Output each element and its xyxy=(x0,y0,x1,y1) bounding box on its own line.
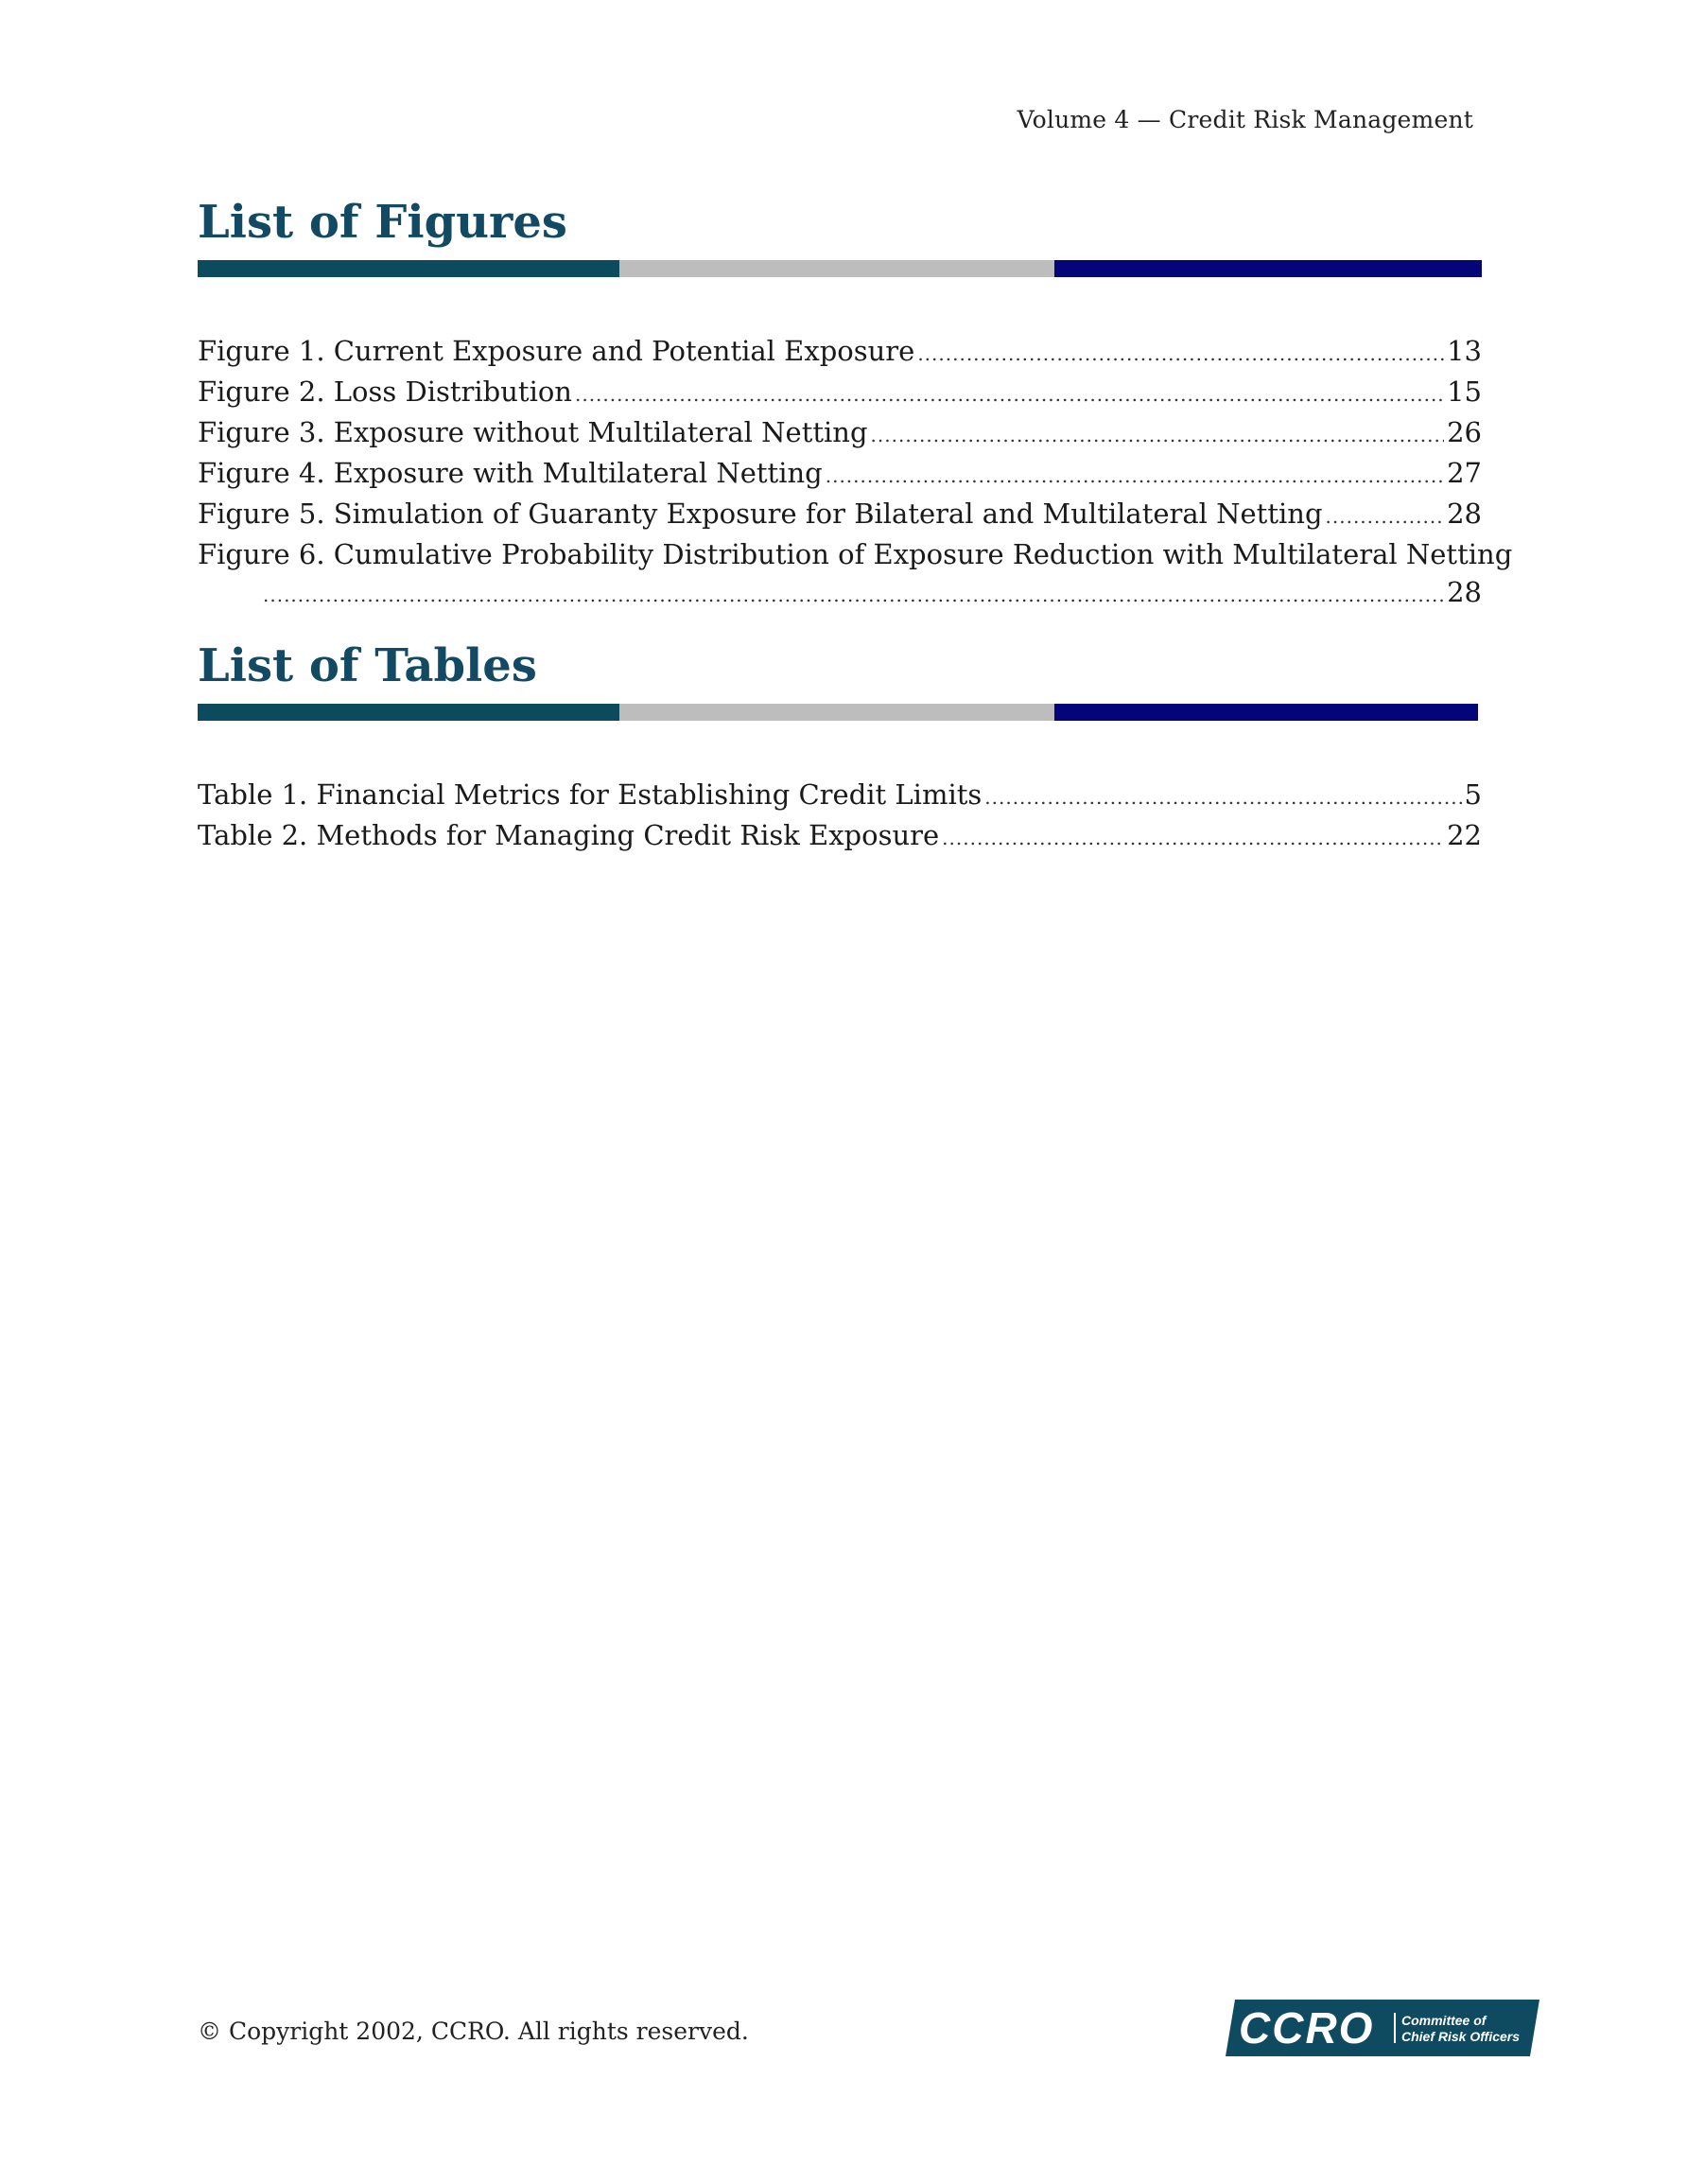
dot-leader xyxy=(1326,498,1445,535)
toc-entry-figure-2[interactable] xyxy=(198,373,1482,413)
logo-divider xyxy=(1394,2013,1396,2043)
dot-leader xyxy=(984,778,1461,816)
rule-segment-teal xyxy=(198,260,619,277)
running-header: Volume 4 — Credit Risk Management xyxy=(1017,106,1473,133)
figures-title: List of Figures xyxy=(198,196,567,249)
dot-leader xyxy=(871,416,1445,454)
rule-segment-gray xyxy=(619,260,1054,277)
rule-segment-gray xyxy=(619,704,1054,721)
logo-subtitle-line1: Committee of xyxy=(1401,2013,1487,2028)
toc-entry-figure-5[interactable] xyxy=(198,495,1482,535)
dot-leader xyxy=(942,819,1444,857)
toc-entry-label: Figure 5. Simulation of Guaranty Exposure for Bilateral and Multilateral Netting xyxy=(198,498,1323,530)
toc-entry-page: 26 xyxy=(1447,416,1482,448)
rule-segment-navy xyxy=(1054,260,1482,277)
toc-entry-page: 28 xyxy=(1447,576,1482,608)
toc-entry-label: Figure 3. Exposure without Multilateral Netting xyxy=(198,416,868,448)
toc-entry-label: Figure 6. Cumulative Probability Distribution of Exposure Reduction with Multilateral Netting xyxy=(198,538,1513,570)
dot-leader xyxy=(263,576,1444,614)
toc-entry-figure-3[interactable] xyxy=(198,413,1482,454)
tables-title-rule xyxy=(198,704,1478,721)
toc-entry-figure-6[interactable] xyxy=(198,535,1513,614)
logo-wordmark: CCRO xyxy=(1239,2003,1375,2053)
tables-section xyxy=(198,638,1482,857)
toc-entry-page: 13 xyxy=(1447,335,1482,367)
dot-leader xyxy=(826,457,1444,495)
figures-title-rule xyxy=(198,260,1482,277)
figures-section xyxy=(198,194,1513,614)
toc-entry-table-1[interactable] xyxy=(198,776,1482,816)
toc-entry-figure-1[interactable] xyxy=(198,332,1482,373)
figures-list xyxy=(198,332,1513,614)
toc-entry-label: Figure 1. Current Exposure and Potential Exposure xyxy=(198,335,915,367)
toc-entry-label: Table 2. Methods for Managing Credit Risk Exposure xyxy=(198,819,940,851)
toc-entry-page: 28 xyxy=(1447,498,1482,530)
toc-entry-page: 27 xyxy=(1447,457,1482,489)
toc-entry-label: Figure 4. Exposure with Multilateral Netting xyxy=(198,457,823,489)
toc-entry-table-2[interactable] xyxy=(198,816,1482,857)
toc-entry-page: 15 xyxy=(1447,376,1482,408)
rule-segment-navy xyxy=(1054,704,1478,721)
toc-entry-page: 5 xyxy=(1464,778,1482,811)
logo-subtitle-line2: Chief Risk Officers xyxy=(1401,2029,1521,2044)
rule-segment-teal xyxy=(198,704,619,721)
ccro-logo xyxy=(1226,2000,1539,2056)
toc-entry-label: Figure 2. Loss Distribution xyxy=(198,376,572,408)
toc-entry-page: 22 xyxy=(1447,819,1482,851)
toc-entry-figure-4[interactable] xyxy=(198,454,1482,495)
toc-entry-label: Table 1. Financial Metrics for Establishing Credit Limits xyxy=(198,778,983,811)
tables-title: List of Tables xyxy=(198,639,537,692)
dot-leader xyxy=(575,376,1444,413)
copyright-notice: © Copyright 2002, CCRO. All rights reserved. xyxy=(198,2018,749,2045)
tables-list xyxy=(198,776,1482,857)
dot-leader xyxy=(917,335,1444,373)
